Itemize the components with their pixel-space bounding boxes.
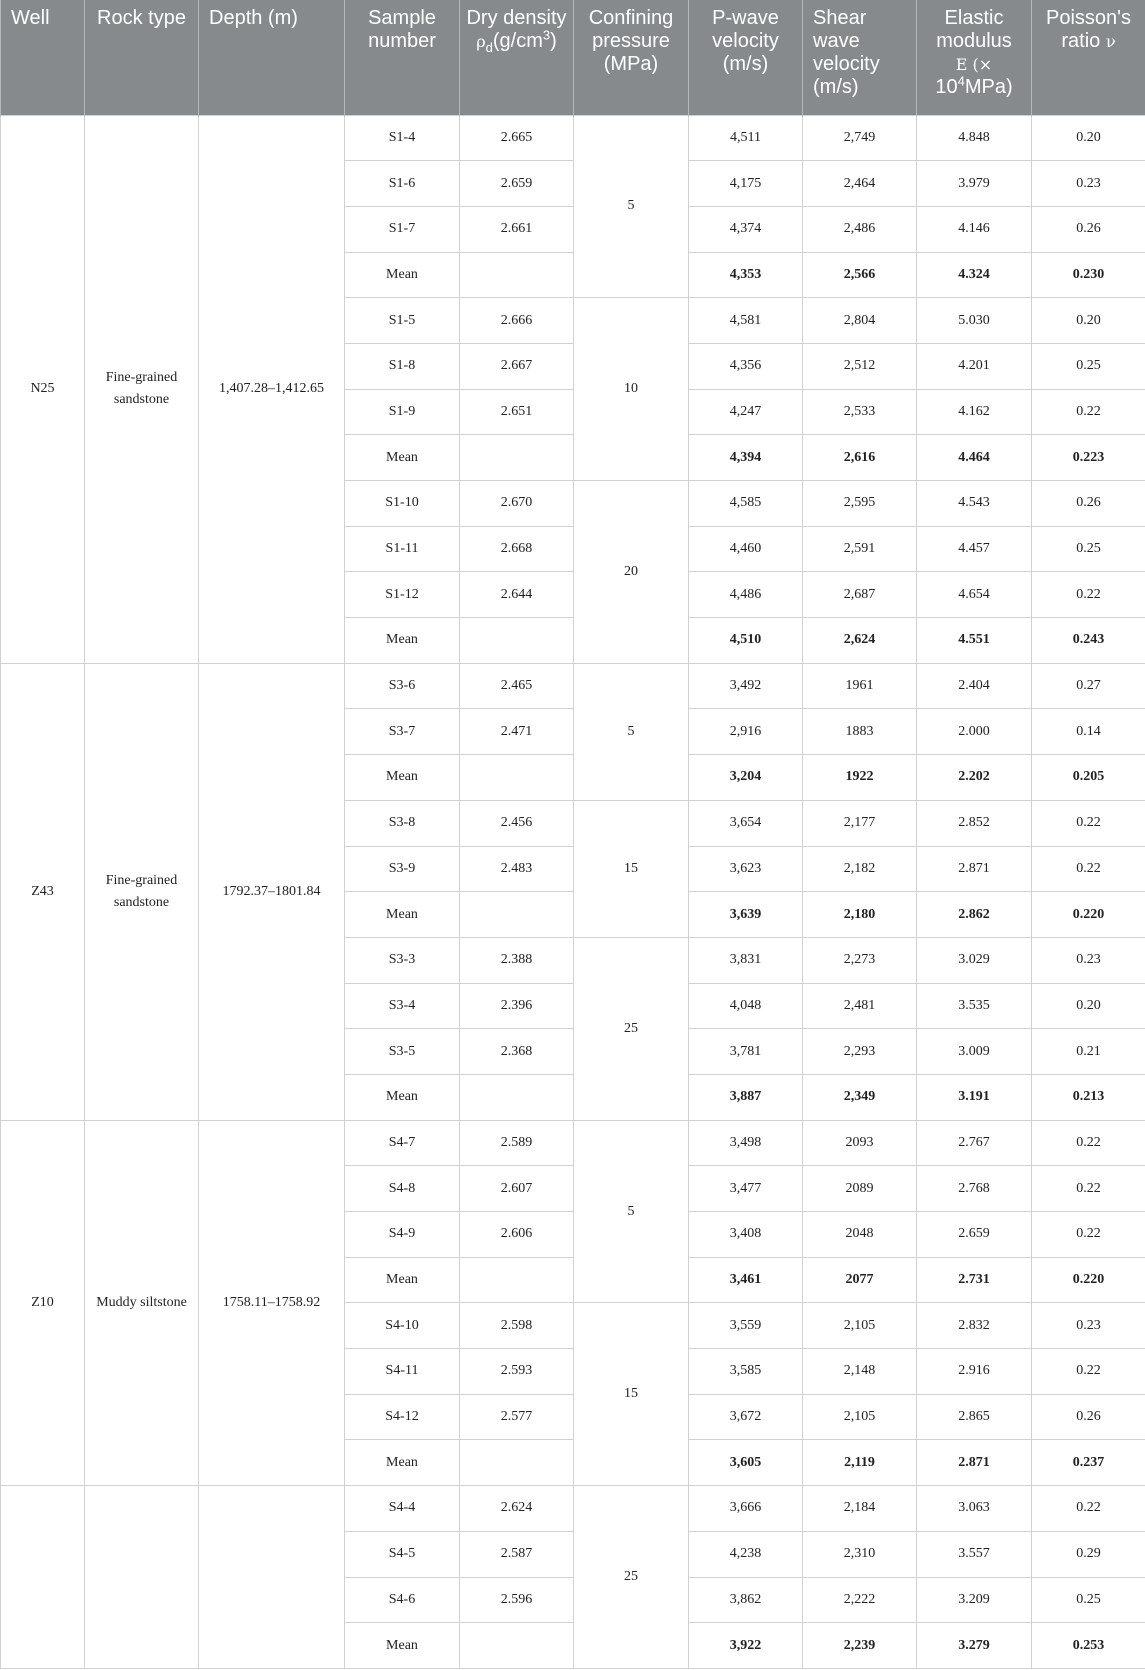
density-cell (460, 618, 574, 664)
shear-wave-cell: 2,533 (803, 389, 917, 435)
p-wave-cell: 3,922 (689, 1623, 803, 1669)
density-cell: 2.651 (460, 389, 574, 435)
density-cell (460, 1074, 574, 1120)
p-wave-cell: 4,175 (689, 161, 803, 207)
density-cell (460, 1257, 574, 1303)
p-wave-cell: 3,492 (689, 663, 803, 709)
poissons-ratio-cell: 0.20 (1032, 115, 1145, 161)
elastic-modulus-cell: 3.029 (917, 937, 1032, 983)
rock-type-cell: Fine-grained sandstone (85, 663, 199, 1120)
poissons-ratio-cell: 0.22 (1032, 846, 1145, 892)
sample-cell: Mean (345, 755, 460, 801)
sample-cell: Mean (345, 892, 460, 938)
poissons-ratio-cell: 0.22 (1032, 389, 1145, 435)
sample-cell: S1-11 (345, 526, 460, 572)
depth-cell (199, 1486, 345, 1669)
confining-pressure-cell: 25 (574, 1486, 689, 1669)
sample-cell: S4-9 (345, 1212, 460, 1258)
elastic-modulus-cell: 2.767 (917, 1120, 1032, 1166)
density-cell: 2.577 (460, 1394, 574, 1440)
p-wave-cell: 3,887 (689, 1074, 803, 1120)
header-density-unit-close: ) (550, 30, 557, 52)
sample-cell: Mean (345, 1623, 460, 1669)
shear-wave-cell: 2,481 (803, 983, 917, 1029)
shear-wave-cell: 1883 (803, 709, 917, 755)
poissons-ratio-cell: 0.243 (1032, 618, 1145, 664)
shear-wave-cell: 2,180 (803, 892, 917, 938)
density-cell: 2.465 (460, 663, 574, 709)
shear-wave-cell: 2089 (803, 1166, 917, 1212)
table-row (1, 663, 1145, 709)
p-wave-cell: 3,654 (689, 800, 803, 846)
sample-cell: S4-6 (345, 1577, 460, 1623)
density-cell: 2.589 (460, 1120, 574, 1166)
shear-wave-cell: 2,105 (803, 1394, 917, 1440)
poissons-ratio-cell: 0.21 (1032, 1029, 1145, 1075)
shear-wave-cell: 2,273 (803, 937, 917, 983)
elastic-modulus-cell: 2.862 (917, 892, 1032, 938)
poissons-ratio-cell: 0.20 (1032, 983, 1145, 1029)
poissons-ratio-cell: 0.220 (1032, 892, 1145, 938)
sample-cell: Mean (345, 252, 460, 298)
shear-wave-cell: 2,184 (803, 1486, 917, 1532)
header-shear-wave-velocity: Shear wave velocity (m/s) (803, 0, 917, 115)
density-cell: 2.483 (460, 846, 574, 892)
header-p-wave-velocity: P-wave velocity (m/s) (689, 0, 803, 115)
confining-pressure-cell: 20 (574, 481, 689, 664)
shear-wave-cell: 2,182 (803, 846, 917, 892)
sample-cell: Mean (345, 435, 460, 481)
confining-pressure-cell: 5 (574, 1120, 689, 1303)
poissons-ratio-cell: 0.22 (1032, 1166, 1145, 1212)
poissons-ratio-cell: 0.220 (1032, 1257, 1145, 1303)
density-cell: 2.665 (460, 115, 574, 161)
p-wave-cell: 3,408 (689, 1212, 803, 1258)
header-nu-symbol: ν (1105, 32, 1116, 51)
p-wave-cell: 4,238 (689, 1531, 803, 1577)
sample-cell: S4-12 (345, 1394, 460, 1440)
poissons-ratio-cell: 0.22 (1032, 1120, 1145, 1166)
poissons-ratio-cell: 0.22 (1032, 572, 1145, 618)
header-elastic-base: 10 (935, 76, 958, 98)
sample-cell: S1-6 (345, 161, 460, 207)
elastic-modulus-cell: 2.865 (917, 1394, 1032, 1440)
header-density-unit-exponent: 3 (542, 27, 551, 43)
p-wave-cell: 3,204 (689, 755, 803, 801)
well-cell: Z10 (1, 1120, 85, 1486)
header-density-subscript: d (485, 40, 493, 55)
density-cell: 2.624 (460, 1486, 574, 1532)
density-cell: 2.644 (460, 572, 574, 618)
shear-wave-cell: 2,624 (803, 618, 917, 664)
elastic-modulus-cell: 2.731 (917, 1257, 1032, 1303)
shear-wave-cell: 2077 (803, 1257, 917, 1303)
header-dry-density (460, 0, 574, 115)
density-cell: 2.587 (460, 1531, 574, 1577)
elastic-modulus-cell: 3.979 (917, 161, 1032, 207)
header-depth: Depth (m) (199, 0, 345, 115)
shear-wave-cell: 2,293 (803, 1029, 917, 1075)
p-wave-cell: 4,356 (689, 343, 803, 389)
density-cell (460, 435, 574, 481)
sample-cell: Mean (345, 1440, 460, 1486)
poissons-ratio-cell: 0.223 (1032, 435, 1145, 481)
header-elastic-unit: MPa) (964, 76, 1013, 98)
elastic-modulus-cell: 2.202 (917, 755, 1032, 801)
sample-cell: S3-9 (345, 846, 460, 892)
p-wave-cell: 4,510 (689, 618, 803, 664)
confining-pressure-cell: 15 (574, 1303, 689, 1486)
header-row (1, 0, 1145, 115)
density-cell: 2.659 (460, 161, 574, 207)
density-cell: 2.593 (460, 1349, 574, 1395)
elastic-modulus-cell: 4.457 (917, 526, 1032, 572)
elastic-modulus-cell: 4.146 (917, 206, 1032, 252)
table-header (1, 0, 1145, 115)
elastic-modulus-cell: 2.832 (917, 1303, 1032, 1349)
poissons-ratio-cell: 0.25 (1032, 1577, 1145, 1623)
elastic-modulus-cell: 3.191 (917, 1074, 1032, 1120)
p-wave-cell: 3,605 (689, 1440, 803, 1486)
shear-wave-cell: 2,222 (803, 1577, 917, 1623)
elastic-modulus-cell: 2.871 (917, 1440, 1032, 1486)
sample-cell: S1-7 (345, 206, 460, 252)
header-elastic-label: Elastic modulus (936, 7, 1012, 52)
poissons-ratio-cell: 0.22 (1032, 1486, 1145, 1532)
shear-wave-cell: 1961 (803, 663, 917, 709)
elastic-modulus-cell: 3.063 (917, 1486, 1032, 1532)
confining-pressure-cell: 5 (574, 115, 689, 298)
poissons-ratio-cell: 0.22 (1032, 800, 1145, 846)
confining-pressure-cell: 25 (574, 937, 689, 1120)
sample-cell: S3-6 (345, 663, 460, 709)
p-wave-cell: 4,511 (689, 115, 803, 161)
well-cell (1, 1486, 85, 1669)
p-wave-cell: 4,394 (689, 435, 803, 481)
p-wave-cell: 3,831 (689, 937, 803, 983)
table-row (1, 1486, 1145, 1532)
header-density-unit: (g/cm (492, 30, 543, 52)
header-well: Well (1, 0, 85, 115)
density-cell: 2.607 (460, 1166, 574, 1212)
p-wave-cell: 4,247 (689, 389, 803, 435)
shear-wave-cell: 2,310 (803, 1531, 917, 1577)
elastic-modulus-cell: 4.551 (917, 618, 1032, 664)
poissons-ratio-cell: 0.27 (1032, 663, 1145, 709)
elastic-modulus-cell: 3.009 (917, 1029, 1032, 1075)
shear-wave-cell: 2,177 (803, 800, 917, 846)
shear-wave-cell: 2,486 (803, 206, 917, 252)
poissons-ratio-cell: 0.23 (1032, 1303, 1145, 1349)
header-elastic-modulus (917, 0, 1032, 115)
elastic-modulus-cell: 3.279 (917, 1623, 1032, 1669)
shear-wave-cell: 1922 (803, 755, 917, 801)
sample-cell: Mean (345, 1257, 460, 1303)
sample-cell: S1-5 (345, 298, 460, 344)
p-wave-cell: 4,486 (689, 572, 803, 618)
sample-cell: Mean (345, 618, 460, 664)
shear-wave-cell: 2,687 (803, 572, 917, 618)
sample-cell: S4-5 (345, 1531, 460, 1577)
shear-wave-cell: 2,239 (803, 1623, 917, 1669)
header-poissons-ratio (1032, 0, 1145, 115)
elastic-modulus-cell: 2.659 (917, 1212, 1032, 1258)
shear-wave-cell: 2,591 (803, 526, 917, 572)
density-cell: 2.396 (460, 983, 574, 1029)
sample-cell: S4-7 (345, 1120, 460, 1166)
p-wave-cell: 3,461 (689, 1257, 803, 1303)
sample-cell: S1-8 (345, 343, 460, 389)
poissons-ratio-cell: 0.26 (1032, 206, 1145, 252)
p-wave-cell: 3,477 (689, 1166, 803, 1212)
poissons-ratio-cell: 0.253 (1032, 1623, 1145, 1669)
elastic-modulus-cell: 4.654 (917, 572, 1032, 618)
shear-wave-cell: 2,749 (803, 115, 917, 161)
sample-cell: S4-10 (345, 1303, 460, 1349)
elastic-modulus-cell: 3.557 (917, 1531, 1032, 1577)
density-cell (460, 1440, 574, 1486)
poissons-ratio-cell: 0.237 (1032, 1440, 1145, 1486)
density-cell: 2.668 (460, 526, 574, 572)
density-cell: 2.456 (460, 800, 574, 846)
shear-wave-cell: 2,464 (803, 161, 917, 207)
poissons-ratio-cell: 0.26 (1032, 1394, 1145, 1440)
elastic-modulus-cell: 3.535 (917, 983, 1032, 1029)
elastic-modulus-cell: 2.852 (917, 800, 1032, 846)
confining-pressure-cell: 15 (574, 800, 689, 937)
elastic-modulus-cell: 4.201 (917, 343, 1032, 389)
well-cell: N25 (1, 115, 85, 663)
elastic-modulus-cell: 2.000 (917, 709, 1032, 755)
poissons-ratio-cell: 0.22 (1032, 1349, 1145, 1395)
sample-cell: S1-10 (345, 481, 460, 527)
confining-pressure-cell: 10 (574, 298, 689, 481)
density-cell: 2.606 (460, 1212, 574, 1258)
p-wave-cell: 3,672 (689, 1394, 803, 1440)
rock-type-cell: Muddy siltstone (85, 1120, 199, 1486)
shear-wave-cell: 2,512 (803, 343, 917, 389)
poissons-ratio-cell: 0.205 (1032, 755, 1145, 801)
shear-wave-cell: 2,349 (803, 1074, 917, 1120)
p-wave-cell: 3,585 (689, 1349, 803, 1395)
density-cell (460, 1623, 574, 1669)
poissons-ratio-cell: 0.22 (1032, 1212, 1145, 1258)
density-cell: 2.388 (460, 937, 574, 983)
table-row (1, 115, 1145, 161)
depth-cell: 1758.11–1758.92 (199, 1120, 345, 1486)
density-cell (460, 755, 574, 801)
p-wave-cell: 3,862 (689, 1577, 803, 1623)
density-cell: 2.661 (460, 206, 574, 252)
rock-type-cell (85, 1486, 199, 1669)
shear-wave-cell: 2,616 (803, 435, 917, 481)
header-rho-symbol: ρ (476, 32, 486, 51)
poissons-ratio-cell: 0.20 (1032, 298, 1145, 344)
poissons-ratio-cell: 0.23 (1032, 937, 1145, 983)
p-wave-cell: 3,781 (689, 1029, 803, 1075)
density-cell: 2.598 (460, 1303, 574, 1349)
elastic-modulus-cell: 2.768 (917, 1166, 1032, 1212)
poissons-ratio-cell: 0.23 (1032, 161, 1145, 207)
header-confining-pressure: Confining pressure (MPa) (574, 0, 689, 115)
elastic-modulus-cell: 3.209 (917, 1577, 1032, 1623)
well-cell: Z43 (1, 663, 85, 1120)
sample-cell: S1-9 (345, 389, 460, 435)
p-wave-cell: 4,048 (689, 983, 803, 1029)
sample-cell: S1-12 (345, 572, 460, 618)
elastic-modulus-cell: 4.464 (917, 435, 1032, 481)
shear-wave-cell: 2,595 (803, 481, 917, 527)
shear-wave-cell: 2,804 (803, 298, 917, 344)
p-wave-cell: 3,559 (689, 1303, 803, 1349)
density-cell: 2.667 (460, 343, 574, 389)
sample-cell: S4-4 (345, 1486, 460, 1532)
density-cell: 2.368 (460, 1029, 574, 1075)
density-cell: 2.666 (460, 298, 574, 344)
sample-cell: S3-8 (345, 800, 460, 846)
poissons-ratio-cell: 0.25 (1032, 526, 1145, 572)
sample-cell: Mean (345, 1074, 460, 1120)
p-wave-cell: 3,623 (689, 846, 803, 892)
header-elastic-symbol: E (× (955, 55, 993, 74)
header-poisson-label: Poisson's ratio (1046, 7, 1131, 52)
shear-wave-cell: 2,119 (803, 1440, 917, 1486)
p-wave-cell: 4,585 (689, 481, 803, 527)
elastic-modulus-cell: 4.324 (917, 252, 1032, 298)
elastic-modulus-cell: 2.404 (917, 663, 1032, 709)
shear-wave-cell: 2,105 (803, 1303, 917, 1349)
sample-cell: S3-7 (345, 709, 460, 755)
header-dry-density-label: Dry density (466, 7, 567, 29)
rock-type-cell: Fine-grained sandstone (85, 115, 199, 663)
shear-wave-cell: 2093 (803, 1120, 917, 1166)
table-body (1, 115, 1145, 1668)
header-elastic-exponent: 4 (957, 73, 965, 89)
header-rock-type: Rock type (85, 0, 199, 115)
poissons-ratio-cell: 0.14 (1032, 709, 1145, 755)
shear-wave-cell: 2048 (803, 1212, 917, 1258)
poissons-ratio-cell: 0.26 (1032, 481, 1145, 527)
p-wave-cell: 4,581 (689, 298, 803, 344)
p-wave-cell: 3,639 (689, 892, 803, 938)
elastic-modulus-cell: 4.162 (917, 389, 1032, 435)
sample-cell: S4-11 (345, 1349, 460, 1395)
p-wave-cell: 4,353 (689, 252, 803, 298)
density-cell: 2.471 (460, 709, 574, 755)
density-cell (460, 252, 574, 298)
sample-cell: S3-4 (345, 983, 460, 1029)
shear-wave-cell: 2,566 (803, 252, 917, 298)
elastic-modulus-cell: 2.871 (917, 846, 1032, 892)
poissons-ratio-cell: 0.29 (1032, 1531, 1145, 1577)
sample-cell: S1-4 (345, 115, 460, 161)
density-cell (460, 892, 574, 938)
sample-cell: S3-3 (345, 937, 460, 983)
elastic-modulus-cell: 4.543 (917, 481, 1032, 527)
p-wave-cell: 2,916 (689, 709, 803, 755)
table-row (1, 1120, 1145, 1166)
depth-cell: 1792.37–1801.84 (199, 663, 345, 1120)
depth-cell: 1,407.28–1,412.65 (199, 115, 345, 663)
p-wave-cell: 3,498 (689, 1120, 803, 1166)
p-wave-cell: 4,460 (689, 526, 803, 572)
density-cell: 2.596 (460, 1577, 574, 1623)
density-cell: 2.670 (460, 481, 574, 527)
poissons-ratio-cell: 0.25 (1032, 343, 1145, 389)
elastic-modulus-cell: 5.030 (917, 298, 1032, 344)
confining-pressure-cell: 5 (574, 663, 689, 800)
poissons-ratio-cell: 0.230 (1032, 252, 1145, 298)
sample-cell: S4-8 (345, 1166, 460, 1212)
shear-wave-cell: 2,148 (803, 1349, 917, 1395)
elastic-modulus-cell: 4.848 (917, 115, 1032, 161)
elastic-modulus-cell: 2.916 (917, 1349, 1032, 1395)
header-sample-number: Sample number (345, 0, 460, 115)
p-wave-cell: 4,374 (689, 206, 803, 252)
poissons-ratio-cell: 0.213 (1032, 1074, 1145, 1120)
p-wave-cell: 3,666 (689, 1486, 803, 1532)
sample-cell: S3-5 (345, 1029, 460, 1075)
